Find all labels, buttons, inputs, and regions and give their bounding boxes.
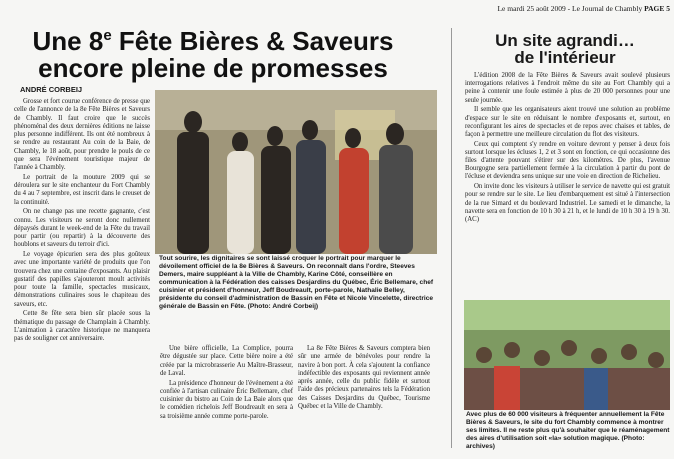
article-column-2 bbox=[160, 345, 293, 422]
article-column-1 bbox=[14, 98, 150, 345]
dignitaries-photo bbox=[155, 90, 437, 254]
paragraph: Le portrait de la mouture 2009 qui se déroulera sur le site enchanteur du Fort Chambly du 4 au 7 septembre, est inscrit dans le creuset de la continuité. bbox=[14, 173, 150, 206]
paragraph: La présidence d'honneur de l'événement a été confiée à l'artisan culinaire Éric Bellemare, chef cuisinier du bistro au Coin de La Baie alors que le comédien richelois Jeff Boudreault en sera à sa troisième année comme porte-parole. bbox=[160, 379, 293, 420]
crowd-photo-image bbox=[464, 300, 670, 410]
main-headline bbox=[13, 28, 413, 82]
paragraph: On invite donc les visiteurs à utiliser le service de navette qui est gratuit pour se rendre sur le site. Le lieu d'embarquement est situé à l'intersection de la rue Simard et du boulevard Industriel. Le samedi et le dimanche, la navette sera en fonction de 10 h 30 à 21 h, et le lundi de 10 h 30 à 19 h 30. (AC) bbox=[465, 183, 670, 223]
paragraph: Il semble que les organisateurs aient trouvé une solution au problème d'espace sur le site en réduisant le nombre d'exposants et, surtout, en reconfigurant les aires de spectacles et de repos avec chaises et tables, de façon à permettre une meilleure circulation du flot des visiteurs. bbox=[465, 106, 670, 138]
paragraph: Grosse et fort courue conférence de presse que celle de l'annonce de la 8e Fête Bières et Saveurs de Chambly. Il faut croire que le succès phénoménal des deux dernières éditions ne laisse plus personne indifférent. Ils ont été nombreux à se rendre au restaurant Au coin de la Baie, de Chambly, le 18 août, pour prendre le pouls de ce que sera l'événement touristique majeur de l'année à Chambly. bbox=[14, 98, 151, 171]
paragraph: Une bière officielle, La Complice, pourra être dégustée sur place. Cette bière noire a été créée par la microbrasserie Au Maître-Brasseur, de Laval. bbox=[160, 345, 293, 377]
crowd-photo bbox=[464, 300, 670, 410]
side-article bbox=[465, 72, 670, 226]
page-header bbox=[453, 4, 670, 13]
paragraph: La 8e Fête Bières & Saveurs comptera bien sûr une armée de bénévoles pour rendre la navire à bon port. À cela s'ajoutent la confiance indéfectible des exposants qui reviennent année après année, celle du public fidèle et surtout l'aide des précieux partenaires tels la Fédération des Caisses Desjardins du Québec, Tourisme Québec et la Ville de Chambly. bbox=[298, 345, 430, 410]
paragraph: On ne change pas une recette gagnante, c'est connu. Les visiteurs ne seront donc nullement dépaysés durant le week-end de la Fête du travail pour partir (ou repartir) à la découverte des houblons et saveurs du terroir d'ici. bbox=[14, 208, 150, 249]
side-headline bbox=[460, 32, 670, 66]
dignitaries-photo-image bbox=[155, 90, 437, 254]
headline-line2: encore pleine de promesses bbox=[38, 53, 388, 83]
crowd-photo-caption: Avec plus de 60 000 visiteurs à fréquenter annuellement la Fête Bières & Saveurs, le site du fort Chambly commence à montrer ses limites. Il ne reste plus qu'à souhaiter que le réaménagement des aires d'utilisation soit «la» solution magique. (Photo: archives) bbox=[466, 411, 670, 450]
paragraph: L'édition 2008 de la Fête Bières & Saveurs avait soulevé plusieurs interrogations relatives à l'endroit même du site au Fort Chambly qui a peine à contenir une foule estimée à plus de 20 000 personnes pour une seule journée. bbox=[465, 72, 670, 104]
paragraph: Cette 8e fête sera bien sûr placée sous la thématique du passage de Champlain à Chambly. L'animation à caractère historique ne manquera pas de souligner cet anniversaire. bbox=[14, 310, 150, 342]
page-number: PAGE 5 bbox=[644, 4, 670, 13]
paragraph: Le voyage épicurien sera des plus goûteux avec une importante variété de produits que l'on trouvera chez une centaine d'exposants. Au plaisir gustatif des papilles s'ajouteront moult activités pour toute la famille, spectacles musicaux, démonstrations culinaires sous le chapiteau des saveurs, etc. bbox=[14, 251, 150, 308]
column-divider bbox=[451, 28, 452, 448]
side-headline-line2: de l'intérieur bbox=[514, 48, 616, 67]
headline-ordinal: e bbox=[103, 27, 112, 44]
headline-prefix: Une 8 bbox=[32, 26, 104, 56]
photo-caption: Tout sourire, les dignitaires se sont laissé croquer le portrait pour marquer le dévoilement officiel de la 8e Bières & Saveurs. On reconnaît dans l'ordre, Steeves Demers, maire suppléant à la Ville de Chambly, Karine Côté, conseillère en communication à la Fédération des caisses Desjardins du Québec, Éric Bellemare, chef cuisinier et président d'honneur, Jeff Boudreault, porte-parole, Nathalie Belley, présidente du conseil d'administration de Bassin en Fête et Nicole Vincelette, directrice générale de Bassin en Fête. (Photo: André Corbeij) bbox=[159, 255, 434, 310]
paragraph: Ceux qui comptent s'y rendre en voiture devront y penser à deux fois surtout lorsque les écluses 1, 2 et 3 sont en fonction, ce qui occasionne des files d'attente pouvant s'étirer sur des kilomètres. De plus, l'avenue Bourgogne sera partiellement fermée à la circulation à partir du pont de l'écluse et deviendra sens unique sur une voie en direction de Richelieu. bbox=[465, 140, 670, 181]
byline: ANDRÉ CORBEIJ bbox=[20, 85, 83, 94]
side-headline-line1: Un site agrandi… bbox=[495, 31, 635, 50]
header-line: Le mardi 25 août 2009 - Le Journal de Chambly bbox=[497, 4, 643, 13]
headline-rest: Fête Bières & Saveurs bbox=[111, 26, 394, 56]
article-column-3 bbox=[298, 345, 430, 413]
